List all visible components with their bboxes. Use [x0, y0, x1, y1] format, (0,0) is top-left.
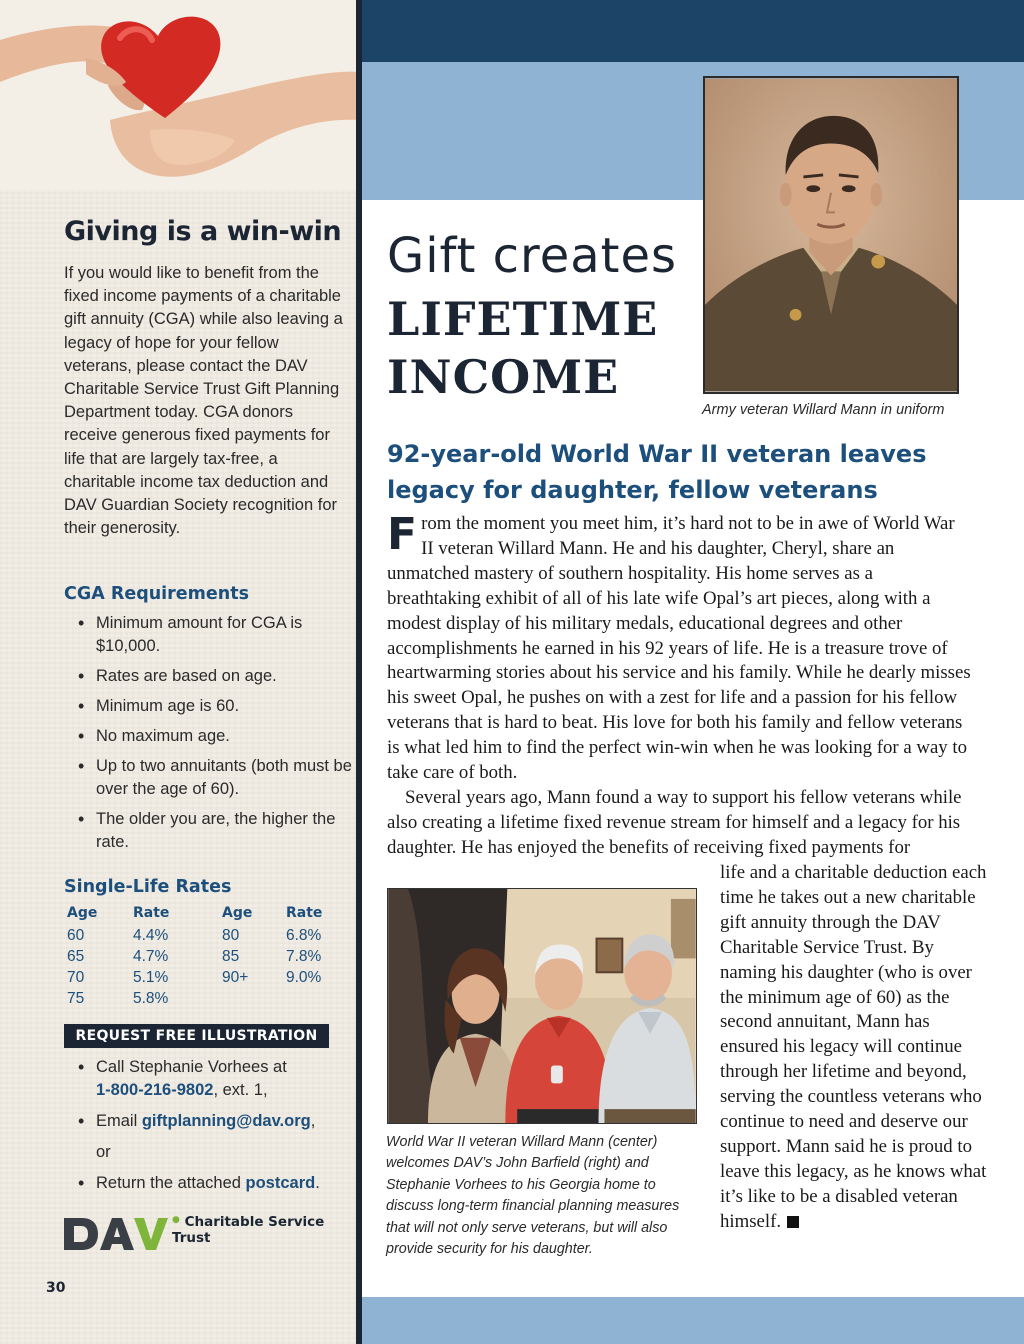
table-cell: 65 — [67, 947, 85, 965]
article-title-emphasis — [387, 290, 658, 406]
ext-text: , ext. 1, — [213, 1081, 268, 1099]
email-suffix: , — [310, 1112, 316, 1130]
table-row — [64, 988, 344, 1009]
return-prefix: Return the attached — [96, 1174, 246, 1192]
list-item: • Minimum age is 60. — [64, 695, 354, 718]
article-title-line2: LIFETIME — [387, 292, 659, 346]
sidebar — [0, 0, 358, 1344]
table-cell: 60 — [67, 926, 85, 944]
table-cell — [219, 988, 286, 1009]
table-cell: 90+ — [222, 968, 249, 986]
article-subhead: 92-year-old World War II veteran leaves legacy for daughter, fellow veterans — [387, 440, 927, 504]
list-item — [64, 1110, 354, 1133]
column-header: Rate — [133, 905, 170, 921]
rates-table — [64, 904, 344, 1009]
phone-link[interactable]: 1-800-216-9802 — [96, 1081, 214, 1099]
email-prefix: Email — [96, 1112, 142, 1130]
group-photo-caption: World War II veteran Willard Mann (center) welcomes DAV’s John Barfield (right) and Stephanie Vorhees to his Georgia home to discuss long-term financial planning measures that will not only serve veterans, but will also provide security for his daughter. — [386, 1134, 680, 1258]
article-paragraph-2-rest: life and a charitable deduction each time he takes out a new charitable gift annuity through the DAV Charitable Service Trust. By naming his daughter (who is over the minimum age of 60) as the second annuitant, Mann has ensured his legacy will continue through her lifetime and beyond, serving the countless veterans who continue to need and deserve our support. Mann said he is proud to leave this legacy, as he knows what it’s like to be a disabled veteran himself. — [720, 862, 987, 1232]
table-row — [64, 925, 344, 946]
page-number: 30 — [46, 1280, 66, 1296]
list-item — [64, 1172, 354, 1195]
or-text: or — [96, 1143, 111, 1161]
column-header: Rate — [286, 905, 323, 921]
dav-logo — [62, 1214, 172, 1254]
portrait-caption: Army veteran Willard Mann in uniform — [702, 402, 945, 418]
table-cell — [286, 988, 344, 1009]
article-paragraph-2-continued — [720, 861, 990, 1235]
list-item: • Minimum amount for CGA is $10,000. — [64, 612, 354, 658]
article-body-top — [387, 509, 971, 861]
table-cell: 70 — [67, 968, 85, 986]
contact-list — [64, 1056, 354, 1202]
dav-tagline: ● Charitable Service Trust — [172, 1214, 325, 1246]
requirements-list — [64, 612, 354, 861]
email-link[interactable]: giftplanning@dav.org — [141, 1112, 311, 1130]
heart-in-hands-image — [0, 0, 358, 190]
table-cell: 4.4% — [133, 926, 169, 944]
column-header: Age — [67, 905, 98, 921]
list-item: • The older you are, the higher the rate. — [64, 808, 354, 854]
dav-tagline-text: Charitable Service Trust — [172, 1214, 325, 1246]
table-cell: 80 — [222, 926, 240, 944]
requirements-title: CGA Requirements — [64, 584, 250, 604]
table-header-row — [64, 904, 344, 925]
sidebar-intro-text: If you would like to benefit from the fixed income payments of a charitable gift annuity (CGA) while also leaving a legacy of hope for your fellow veterans, please contact the DAV Charitable Service Trust Gift Planning Department today. CGA donors receive generous fixed payments for life that are largely tax-free, a charitable income tax deduction and DAV Guardian Society recognition for their generosity. — [64, 264, 343, 538]
table-cell: 4.7% — [133, 947, 169, 965]
article-paragraph-2-start: Several years ago, Mann found a way to support his fellow veterans while also creating a lifetime fixed revenue stream for himself and a legacy for his daughter. He has enjoyed the benefits of receiving fixed payments for — [387, 786, 962, 858]
top-band-dark — [362, 0, 1024, 62]
drop-cap: F — [387, 509, 418, 560]
group-photo-illustration — [388, 889, 696, 1123]
table-row — [64, 967, 344, 988]
group-photo — [387, 888, 697, 1124]
table-cell: 7.8% — [286, 947, 322, 965]
article-title-line1: Gift creates — [387, 228, 678, 284]
return-suffix: . — [315, 1174, 320, 1192]
table-cell: 9.0% — [286, 968, 322, 986]
list-item: • Rates are based on age. — [64, 665, 354, 688]
rates-title: Single-Life Rates — [64, 877, 232, 897]
sidebar-heading: Giving is a win-win — [64, 216, 342, 247]
table-cell: 6.8% — [286, 926, 322, 944]
veteran-portrait-photo — [703, 76, 959, 394]
table-cell: 5.1% — [133, 968, 169, 986]
portrait-illustration — [705, 78, 957, 392]
list-item — [64, 1056, 354, 1102]
table-cell: 85 — [222, 947, 240, 965]
bottom-band — [362, 1297, 1024, 1344]
postcard-link[interactable]: postcard — [245, 1174, 316, 1192]
table-row — [64, 946, 344, 967]
table-cell: 5.8% — [133, 989, 169, 1007]
article-paragraph-1: rom the moment you meet him, it’s hard not to be in awe of World War II veteran Willard Mann. He and his daughter, Cheryl, share an unmatched mastery of southern hospitality. His home serves as a breathtaking exhibit of all of his late wife Opal’s art pieces, along with a modest display of his military medals, educational degrees and other accomplishments he earned in his 92 years of life. He is a treasure trove of heartwarming stories about his service and his family. While he dearly misses his sweet Opal, he pushes on with a zest for life and a passion for his fellow veterans that is hard to beat. His love for both his family and fellow veterans is what led him to find the perfect win-win when he was looking for a way to take care of both. — [387, 513, 971, 784]
column-header: Age — [222, 905, 253, 921]
column-divider — [356, 0, 362, 1344]
list-item: • No maximum age. — [64, 725, 354, 748]
dav-logo-text: DAV — [117, 1238, 119, 1239]
article-title-line3: INCOME — [387, 350, 620, 404]
request-illustration-banner: REQUEST FREE ILLUSTRATION — [64, 1024, 329, 1048]
end-mark-icon — [787, 1216, 799, 1228]
table-cell: 75 — [67, 989, 85, 1007]
call-text: Call Stephanie Vorhees at — [96, 1058, 287, 1076]
list-item: • Up to two annuitants (both must be over the age of 60). — [64, 755, 354, 801]
